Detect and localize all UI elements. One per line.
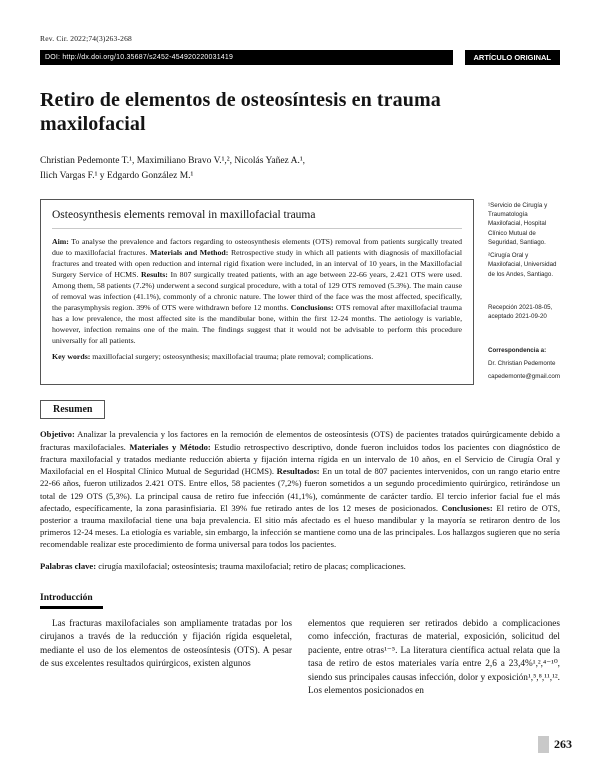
body-column-right: elementos que requieren ser retirados debido a complicaciones como infección, fracturas de material, exposición, solicitud del paciente, entre otras¹⁻⁵. La literatura científica actual relata que la tasa de retiro de estos materiales varía entre 2,6 a 23,4%¹,²,⁴⁻¹⁰, siendo sus principales causas infección, dolor y exposición¹,⁵,⁸,¹¹,¹². Los elementos posicionados en — [308, 618, 560, 697]
journal-reference: Rev. Cir. 2022;74(3)263-268 — [40, 34, 132, 43]
page-number: 263 — [554, 737, 572, 751]
authors-block — [40, 154, 560, 183]
footer-accent-bar — [538, 736, 549, 753]
english-keywords: Key words: maxillofacial surgery; osteosynthesis; maxillofacial trauma; plate removal; complications. — [52, 352, 374, 362]
body-column-left: Las fracturas maxilofaciales son ampliamente tratadas por los cirujanos a través de la reducción y fijación rígida esqueletal, mediante el uso de los elementos de osteosíntesis (OTS). A pesar de sus excelentes resultados quirúrgicos, existen algunos — [40, 618, 292, 670]
correspondence-name: Dr. Christian Pedemonte — [488, 359, 556, 367]
two-column-body — [40, 618, 560, 699]
introduction-heading: Introducción — [40, 593, 103, 609]
authors-line-1: Christian Pedemonte T.¹, Maximiliano Bravo V.¹,², Nicolás Yañez A.¹, — [40, 156, 306, 167]
authors-line-2: Ilich Vargas F.¹ y Edgardo González M.¹ — [40, 170, 194, 181]
resumen-section — [40, 399, 560, 571]
english-title: Osteosynthesis elements removal in maxillofacial trauma — [52, 209, 462, 229]
resumen-text: Objetivo: Analizar la prevalencia y los factores en la remoción de elementos de osteosíntesis (OTS) de pacientes tratados quirúrgicamente debido a fracturas maxilofaciales. Materiales y Método: Estudio retrospectivo descriptivo, donde fueron incluidos todos los pacientes con diagnóstico de fractura maxilofacial y tratados mediante reducción abierta y fijación interna rígida en un intervalo de 10 años, en el Servicio de Cirugía Oral y Maxilofacial en el Hospital Clínico Mutual de Seguridad (HCMS). Resultados: En un total de 807 pacientes intervenidos, con un rango etario entre 22-66 años, fueron utilizados 2.421 OTS. Entre ellos, 58 pacientes (7,2%) fueron sometidos a un segundo procedimiento quirúrgico, retirándose un total de 129 OTS (5,3%). La principal causa de retiro fue infección (41,1%), comúnmente de carácter tardío. El tercio inferior facial fue el más afectado, específicamente, la zona parasinfisiaria. El 39% fue retirado antes de los 12 meses de posicionados. Conclusiones: El retiro de OTS, posterior a trauma maxilofacial tiene una baja prevalencia. El sitio más afectado es el hueso mandibular y la mayoría se retiraron dentro de los primeros 12-24 meses. La etiología es variable, sin embargo, la infección se mantiene como una de las principales. Los hallazgos sugieren que no sería recomendable realizar este procedimiento de forma universal para todos los pacientes. — [40, 429, 561, 550]
correspondence-email[interactable]: capedemonte@gmail.com — [488, 373, 560, 381]
introduction-section — [40, 587, 560, 699]
article-title: Retiro de elementos de osteosíntesis en trauma maxilofacial — [40, 89, 441, 135]
doi-link[interactable]: DOI: http://dx.doi.org/10.35687/s2452-454920220031419 — [40, 50, 453, 65]
resumen-heading: Resumen — [40, 400, 105, 419]
article-type-badge: ARTÍCULO ORIGINAL — [465, 50, 561, 65]
affiliation-1: ¹Servicio de Cirugía y Traumatología Maxilofacial, Hospital Clínico Mutual de Seguridad, Santiago. — [488, 201, 548, 246]
english-abstract-box — [40, 199, 474, 386]
english-abstract-text: Aim: To analyse the prevalence and factors regarding to osteosynthesis elements (OTS) removal from patients surgically treated due to maxillofacial fractures. Materials and Method: Retrospective study in which all patients with diagnosis of maxillofacial fractures and treated with open reduction and internal rigid fixation were included, in an interval of 10 years, in the Maxillofacial Surgery Service of HCMS. Results: In 807 surgically treated patients, with an age between 22-66 years, 2.421 OTS were used. Among them, 58 patients (7.2%) underwent a second surgical procedure, with a total of 129 OTS removed (5.3%). The main cause of removal was infection (41.1%), commonly of a chronic nature. The lower third of the face was the most affected, specifically, the parasymphysis region. 39% of OTS were withdrawn before 12 months. Conclusions: OTS removal after maxillofacial trauma has a low prevalence, the most affected site is the mandibular bone, within the first 12-24 months. The aetiology is variable, however, infection remains one of the main. The findings suggest that it would not be advisable to perform this procedure universally for all patients. — [52, 236, 463, 346]
affiliation-2: ²Cirugía Oral y Maxilofacial, Universidad de los Andes, Santiago. — [488, 252, 557, 278]
sidebar — [488, 199, 560, 386]
page-footer — [538, 736, 572, 753]
header-bar — [40, 50, 560, 65]
abstract-and-sidebar-row — [40, 199, 560, 386]
reception-dates: Recepción 2021-08-05, aceptado 2021-09-20 — [488, 304, 553, 321]
resumen-keywords: Palabras clave: cirugía maxilofacial; osteosíntesis; trauma maxilofacial; retiro de placas; complicaciones. — [40, 560, 406, 571]
correspondence-label: Correspondencia a: — [488, 346, 547, 354]
